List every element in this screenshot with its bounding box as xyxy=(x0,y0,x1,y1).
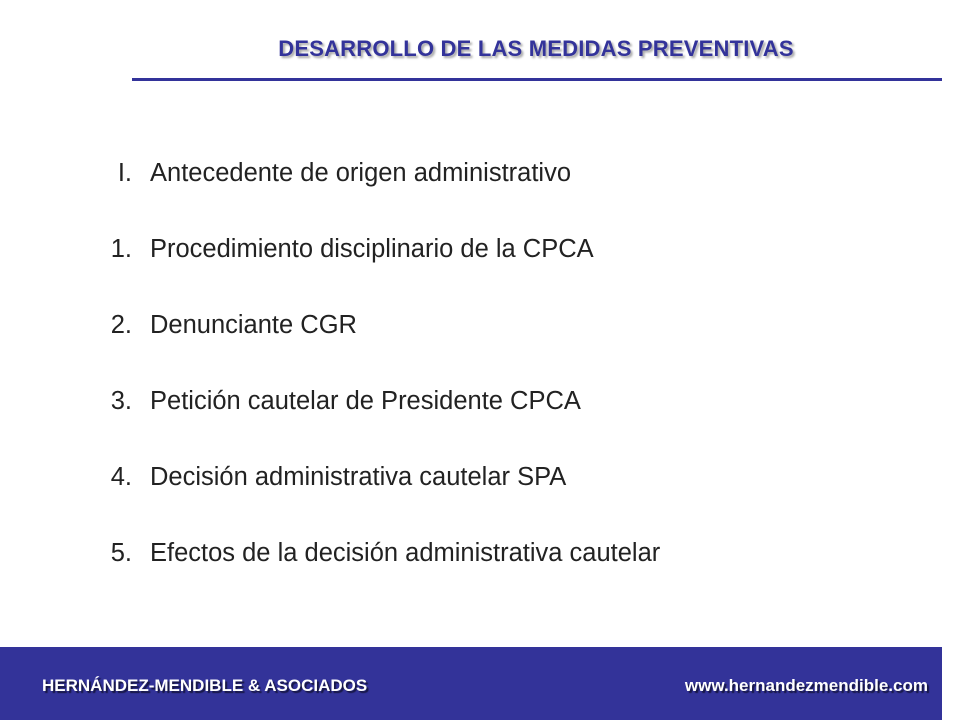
list-item-text: Decisión administrativa cautelar SPA xyxy=(150,463,567,491)
footer-website-link[interactable]: www.hernandezmendible.com xyxy=(684,676,928,695)
title-underline xyxy=(132,78,942,81)
list-item-marker: 2. xyxy=(110,311,132,339)
list-item-text: Efectos de la decisión administrativa cautelar xyxy=(150,539,661,567)
footer-bar xyxy=(0,647,942,720)
list-item-text: Procedimiento disciplinario de la CPCA xyxy=(150,235,594,263)
slide-title: DESARROLLO DE LAS MEDIDAS PREVENTIVAS xyxy=(278,36,794,61)
list-item-text: Denunciante CGR xyxy=(150,311,357,339)
list-item-text: Petición cautelar de Presidente CPCA xyxy=(150,387,581,415)
list-item-marker: 3. xyxy=(110,387,132,415)
list-item-text: Antecedente de origen administrativo xyxy=(150,159,572,187)
list-item-marker: 5. xyxy=(110,539,132,567)
footer-firm-name: HERNÁNDEZ-MENDIBLE & ASOCIADOS xyxy=(42,676,368,695)
list-item-marker: 1. xyxy=(110,235,132,263)
list-item-marker: I. xyxy=(117,159,132,187)
list-item-marker: 4. xyxy=(110,463,132,491)
